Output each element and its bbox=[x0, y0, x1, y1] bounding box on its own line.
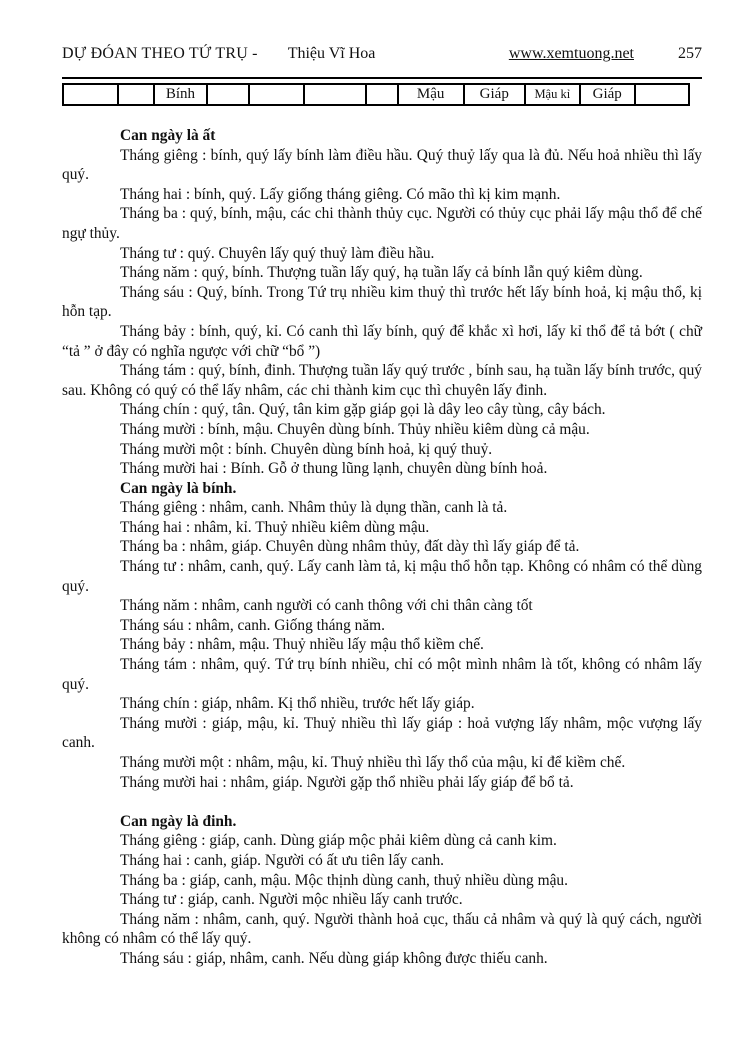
paragraph: Tháng ba : nhâm, giáp. Chuyên dùng nhâm thủy, đất dày thì lấy giáp để tả. bbox=[120, 538, 580, 556]
paragraph: Tháng sáu : nhâm, canh. Giống tháng năm. bbox=[120, 616, 385, 634]
book-title: DỰ ĐÓAN THEO TỨ TRỤ - bbox=[62, 45, 258, 62]
paragraph: Tháng hai : nhâm, kỉ. Thuỷ nhiều kiêm dùng mậu. bbox=[120, 518, 430, 536]
table-cell: Mậu kỉ bbox=[525, 84, 580, 105]
table-cell bbox=[304, 84, 365, 105]
table-cell bbox=[635, 84, 689, 105]
section bbox=[62, 479, 702, 793]
page-number: 257 bbox=[678, 45, 702, 62]
pillars-table bbox=[62, 83, 690, 106]
paragraph: Tháng tư : quý. Chuyên lấy quý thuỷ làm điều hầu. bbox=[120, 244, 435, 262]
author-name: Thiệu Vĩ Hoa bbox=[287, 45, 376, 62]
paragraph: Tháng ba : giáp, canh, mậu. Mộc thịnh dùng canh, thuỷ nhiều dùng mậu. bbox=[120, 871, 568, 889]
website-link: www.xemtuong.net bbox=[508, 45, 634, 62]
paragraph: Tháng hai : canh, giáp. Người có ất ưu tiên lấy canh. bbox=[120, 851, 444, 869]
section-heading: Can ngày là đinh. bbox=[120, 812, 237, 830]
paragraph: Tháng sáu : Quý, bính. Trong Tứ trụ nhiều kim thuỷ thì trước hết lấy bính hoả, kị mậu thổ, kị hỗn tạp. bbox=[62, 283, 702, 321]
paragraph: Tháng bảy : nhâm, mậu. Thuỷ nhiều lấy mậu thổ kiềm chế. bbox=[120, 636, 484, 654]
table-cell bbox=[249, 84, 304, 105]
paragraph: Tháng chín : quý, tân. Quý, tân kim gặp giáp gọi là dây leo cây tùng, cây bách. bbox=[120, 401, 606, 419]
paragraph: Tháng năm : nhâm, canh, quý. Người thành hoả cục, thấu cả nhâm và quý là quý cách, người không có nhâm có thể lấy quý. bbox=[62, 910, 702, 948]
paragraph: Tháng giêng : nhâm, canh. Nhâm thủy là dụng thần, canh là tả. bbox=[120, 499, 508, 517]
paragraph: Tháng bảy : bính, quý, kỉ. Có canh thì lấy bính, quý để khắc xì hơi, lấy kỉ thổ để tả bớt ( chữ “tả ” ở đây có nghĩa ngược với chữ “bổ ”) bbox=[62, 322, 702, 360]
paragraph: Tháng mười một : nhâm, mậu, kỉ. Thuỷ nhiều thì lấy thổ của mậu, kỉ để kiềm chế. bbox=[120, 754, 626, 771]
table-cell bbox=[366, 84, 398, 105]
paragraph: Tháng giêng : giáp, canh. Dùng giáp mộc phải kiêm dùng cả canh kim. bbox=[120, 832, 557, 850]
paragraph: Tháng năm : nhâm, canh người có canh thông với chi thân càng tốt bbox=[120, 597, 533, 615]
table-cell bbox=[63, 84, 118, 105]
table-cell: Mậu bbox=[398, 84, 464, 105]
paragraph: Tháng hai : bính, quý. Lấy giống tháng giêng. Có mão thì kị kim mạnh. bbox=[120, 185, 561, 203]
page-content-area bbox=[62, 0, 702, 969]
section bbox=[62, 126, 702, 479]
table-cell: Giáp bbox=[580, 84, 635, 105]
paragraph: Tháng tám : nhâm, quý. Tứ trụ bính nhiều, chỉ có một mình nhâm là tốt, không có nhâm lấy quý. bbox=[62, 656, 702, 693]
paragraph: Tháng mười một : bính. Chuyên dùng bính hoả, kị quý thuỷ. bbox=[120, 440, 493, 458]
table-cell: Bính bbox=[154, 84, 207, 105]
paragraph: Tháng năm : quý, bính. Thượng tuần lấy quý, hạ tuần lấy cả bính lẫn quý kiêm dùng. bbox=[120, 264, 643, 282]
header-divider bbox=[62, 77, 702, 79]
table-cell bbox=[207, 84, 250, 105]
paragraph: Tháng mười : giáp, mậu, kỉ. Thuỷ nhiều thì lấy giáp : hoả vượng lấy nhâm, mộc vượng lấy canh. bbox=[62, 714, 702, 752]
paragraph: Tháng chín : giáp, nhâm. Kị thổ nhiều, trước hết lấy giáp. bbox=[120, 695, 475, 713]
paragraph: Tháng mười hai : nhâm, giáp. Người gặp thổ nhiều phải lấy giáp để bổ tả. bbox=[120, 773, 574, 791]
paragraph: Tháng mười : bính, mậu. Chuyên dùng bính. Thủy nhiều kiêm dùng cả mậu. bbox=[120, 420, 590, 438]
paragraph: Tháng mười hai : Bính. Gỗ ở thung lũng lạnh, chuyên dùng bính hoả. bbox=[120, 460, 548, 478]
section-heading: Can ngày là ất bbox=[120, 127, 216, 144]
section bbox=[62, 812, 702, 969]
paragraph: Tháng tám : quý, bính, đinh. Thượng tuần lấy quý trước , bính sau, hạ tuần lấy bính trước, quý sau. Không có quý có thể lấy nhâm, các chi thành kim cục thì chuyên lấy đinh. bbox=[62, 362, 702, 399]
paragraph: Tháng giêng : bính, quý lấy bính làm điều hầu. Quý thuỷ lấy qua là đủ. Nếu hoả nhiều thì lấy quý. bbox=[62, 146, 702, 184]
section-heading: Can ngày là bính. bbox=[120, 479, 237, 497]
paragraph: Tháng tư : nhâm, canh, quý. Lấy canh làm tả, kị mậu thổ hỗn tạp. Không có nhâm có thể dùng quý. bbox=[62, 558, 702, 595]
page-header bbox=[62, 44, 702, 64]
body-text bbox=[62, 126, 702, 969]
table-cell bbox=[118, 84, 154, 105]
table-cell: Giáp bbox=[464, 84, 525, 105]
paragraph: Tháng tư : giáp, canh. Người mộc nhiều lấy canh trước. bbox=[120, 891, 463, 909]
paragraph: Tháng sáu : giáp, nhâm, canh. Nếu dùng giáp không được thiếu canh. bbox=[120, 949, 548, 967]
paragraph: Tháng ba : quý, bính, mậu, các chi thành thủy cục. Người có thủy cục phải lấy mậu thổ để chế ngự thủy. bbox=[62, 205, 702, 242]
table-row bbox=[63, 84, 689, 105]
